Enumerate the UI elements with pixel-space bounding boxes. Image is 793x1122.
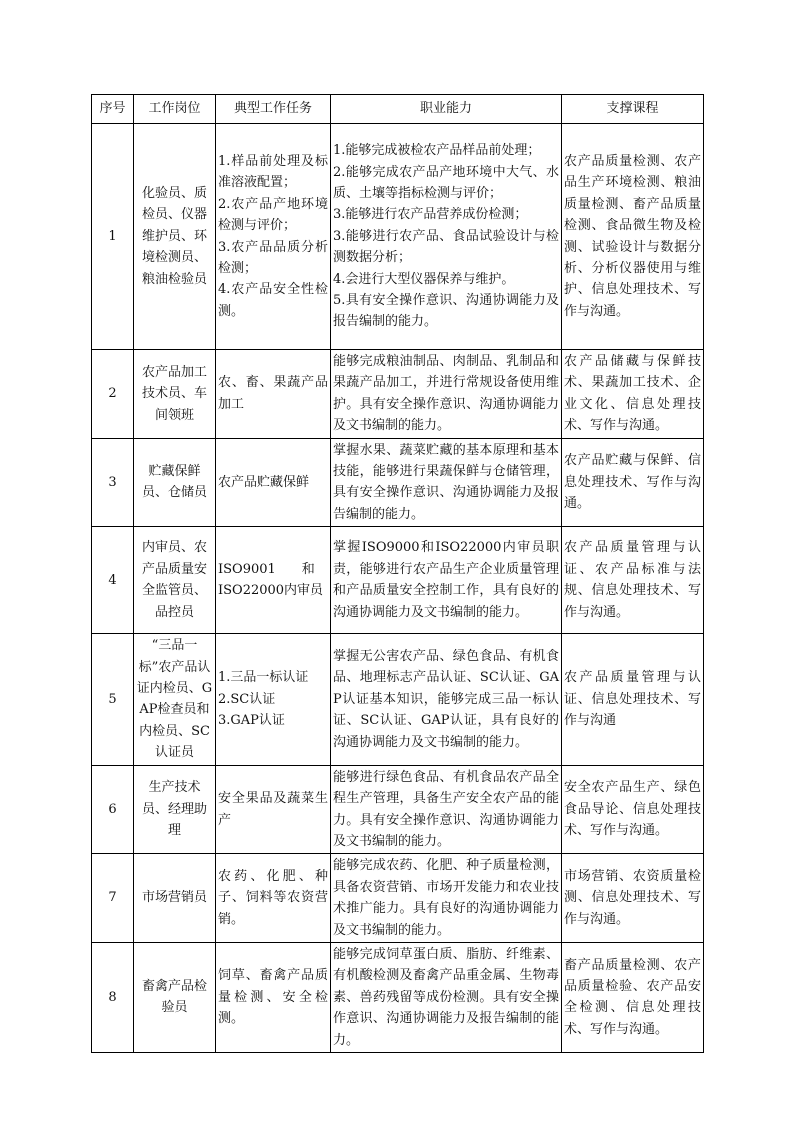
ability-line: 掌握ISO9000和ISO22000内审员职责，能够进行农产品生产企业质量管理和产品质量安全控制工作，具有良好的沟通协调能力及文书编制的能力。	[333, 540, 559, 620]
header-seq: 序号	[92, 95, 134, 124]
job-competency-table	[91, 94, 704, 1053]
table-row	[92, 854, 704, 943]
row-seq: 8	[92, 942, 134, 1052]
header-courses: 支撑课程	[562, 95, 704, 124]
row-position: 农产品加工技术员、车间领班	[134, 350, 216, 439]
task-line: ISO22000内审员	[218, 583, 324, 599]
row-seq: 6	[92, 765, 134, 854]
ability-line: 能够完成粮油制品、肉制品、乳制品和果蔬产品加工，并进行常规设备使用维护。具有安全操作意识、沟通协调能力及文书编制的能力。	[333, 354, 559, 434]
task-line: 1.样品前处理及标准溶液配置；	[218, 153, 328, 191]
row-tasks	[216, 124, 331, 350]
header-abilities: 职业能力	[331, 95, 562, 124]
row-position: “三品一标”农产品认证内检员、GAP检查员和内检员、SC认证员	[134, 634, 216, 765]
row-courses: 市场营销、农资质量检测、信息处理技术、写作与沟通。	[562, 854, 704, 943]
row-courses: 农产品质量管理与认证、农产品标准与法规、信息处理技术、写作与沟通。	[562, 527, 704, 634]
row-tasks	[216, 527, 331, 634]
table-row	[92, 942, 704, 1052]
row-seq: 4	[92, 527, 134, 634]
table-body	[92, 124, 704, 1053]
row-tasks	[216, 438, 331, 527]
row-position: 生产技术员、经理助理	[134, 765, 216, 854]
table-row	[92, 634, 704, 765]
task-line: 4.农产品安全性检测。	[218, 282, 328, 319]
row-courses: 农产品质量管理与认证、信息处理技术、写作与沟通	[562, 634, 704, 765]
row-seq: 7	[92, 854, 134, 943]
row-courses: 安全农产品生产、绿色食品导论、信息处理技术、写作与沟通。	[562, 765, 704, 854]
row-seq: 2	[92, 350, 134, 439]
row-abilities	[331, 634, 562, 765]
task-line: 安全果品及蔬菜生产	[218, 791, 328, 828]
task-line: 农药、化肥、种子、饲料等农资营销。	[218, 869, 328, 927]
ability-line: 能够完成农药、化肥、种子质量检测，具备农资营销、市场开发能力和农业技术推广能力。具有良好的沟通协调能力及文书编制的能力。	[333, 858, 559, 938]
ability-line: 3.能够进行农产品营养成份检测；	[333, 207, 528, 223]
table-row	[92, 124, 704, 350]
row-courses: 农产品储藏与保鲜技术、果蔬加工技术、企业文化、信息处理技术、写作与沟通。	[562, 350, 704, 439]
table-row	[92, 765, 704, 854]
task-line: 农、畜、果蔬产品加工	[218, 375, 328, 412]
ability-line: 2.能够完成农产品产地环境中大气、水质、土壤等指标检测与评价；	[333, 164, 559, 201]
ability-line: 3.能够进行农产品、食品试验设计与检测数据分析；	[333, 228, 559, 266]
row-tasks	[216, 350, 331, 439]
header-position: 工作岗位	[134, 95, 216, 124]
task-line: 饲草、畜禽产品质量检测、安全检测。	[218, 968, 328, 1027]
row-position: 内审员、农产品质量安全监管员、品控员	[134, 527, 216, 634]
task-line: 农产品贮藏保鲜	[218, 474, 310, 490]
row-abilities	[331, 765, 562, 854]
row-tasks	[216, 942, 331, 1052]
row-abilities	[331, 527, 562, 634]
header-tasks: 典型工作任务	[216, 95, 331, 124]
row-abilities	[331, 124, 562, 350]
row-tasks	[216, 634, 331, 765]
table-row	[92, 527, 704, 634]
ability-line: 5.具有安全操作意识、沟通协调能力及报告编制的能力。	[333, 293, 559, 330]
row-abilities	[331, 438, 562, 527]
task-line: 3.GAP认证	[218, 713, 285, 729]
row-position: 畜禽产品检验员	[134, 942, 216, 1052]
row-seq: 5	[92, 634, 134, 765]
task-line: 1.三品一标认证	[218, 670, 309, 686]
row-courses: 畜产品质量检测、农产品质量检验、农产品安全检测、信息处理技术、写作与沟通。	[562, 942, 704, 1052]
row-position: 贮藏保鲜员、仓储员	[134, 438, 216, 527]
task-line: 2.SC认证	[218, 691, 276, 707]
task-line: 3.农产品品质分析检测；	[218, 239, 328, 276]
table-row	[92, 438, 704, 527]
row-seq: 3	[92, 438, 134, 527]
task-line: 2.农产品产地环境检测与评价；	[218, 196, 328, 234]
ability-line: 掌握无公害农产品、绿色食品、有机食品、地理标志产品认证、SC认证、GAP认证基本知识，能够完成三品一标认证、SC认证、GAP认证，具有良好的沟通协调能力及文书编制的能力。	[333, 648, 559, 750]
row-abilities	[331, 350, 562, 439]
ability-line: 4.会进行大型仪器保养与维护。	[333, 271, 515, 287]
row-tasks	[216, 765, 331, 854]
table-row	[92, 350, 704, 439]
ability-line: 1.能够完成被检农产品样品前处理；	[333, 143, 541, 159]
row-abilities	[331, 854, 562, 943]
row-position: 化验员、质检员、仪器维护员、环境检测员、粮油检验员	[134, 124, 216, 350]
ability-line: 能够完成饲草蛋白质、脂肪、纤维素、有机酸检测及畜禽产品重金属、生物毒素、兽药残留等成份检测。具有安全操作意识、沟通协调能力及报告编制的能力。	[333, 946, 559, 1048]
header-row	[92, 95, 704, 124]
task-line: ISO9001 和	[218, 561, 315, 577]
ability-line: 能够进行绿色食品、有机食品农产品全程生产管理，具备生产安全农产品的能力。具有安全操作意识、沟通协调能力及文书编制的能力。	[333, 769, 559, 849]
row-tasks	[216, 854, 331, 943]
row-position: 市场营销员	[134, 854, 216, 943]
row-courses: 农产品贮藏与保鲜、信息处理技术、写作与沟通。	[562, 438, 704, 527]
row-courses: 农产品质量检测、农产品生产环境检测、粮油质量检测、畜产品质量检测、食品微生物及检测、试验设计与数据分析、分析仪器使用与维护、信息处理技术、写作与沟通。	[562, 124, 704, 350]
row-seq: 1	[92, 124, 134, 350]
ability-line: 掌握水果、蔬菜贮藏的基本原理和基本技能，能够进行果蔬保鲜与仓储管理，具有安全操作意识、沟通协调能力及报告编制的能力。	[333, 442, 559, 522]
row-abilities	[331, 942, 562, 1052]
table-header	[92, 95, 704, 124]
